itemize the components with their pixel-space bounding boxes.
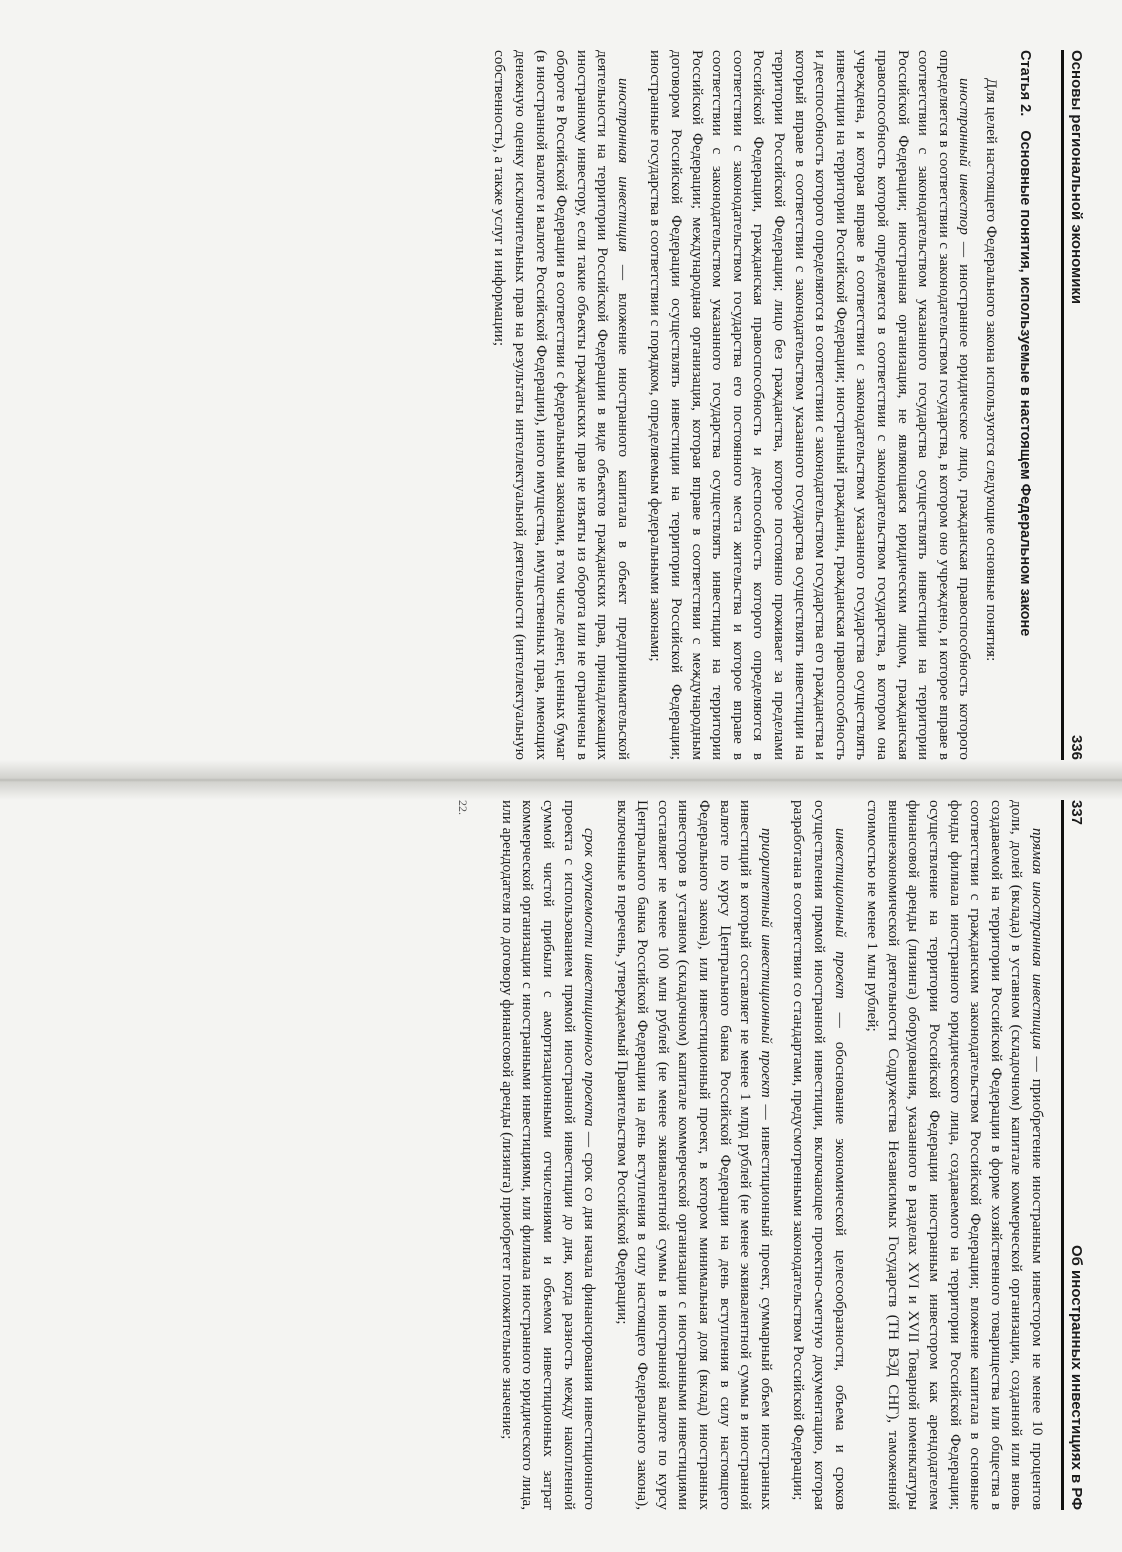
paragraph-text: — срок со дня начала финансирования инвестиционного проекта с использованием прямой иностранной инвестиции до дня, когда разность между накопленной суммой чистой прибыли с амортизационными отчислениями и объемом инвестиционных затрат коммерческой организации с иностранными инвестициями, или филиала иностранного юридического лица, или арендодателя по договору финансовой аренды (лизинга) приобретет положительное значение; xyxy=(498,800,599,1511)
page-336 xyxy=(90,40,1090,770)
defined-term: инвестиционный проект xyxy=(831,828,849,999)
article-number: Статья 2. xyxy=(1017,50,1033,117)
article-heading xyxy=(1015,50,1035,760)
defined-term: срок окупаемости инвестиционного проекта xyxy=(581,828,599,1127)
defined-term: иностранная инвестиция xyxy=(614,78,632,253)
paragraph-text: — вложение иностранного капитала в объект предпринимательской деятельности на территории Российской Федерации в виде объектов гражданских прав, принадлежащих иностранному инвестору, если такие объекты гражданских прав не изъяты из оборота или не ограничены в обороте в Российской Федерации в соответствии с федеральными законами, в том числе денег, ценных бумаг (в иностранной валюте и валюте Российской Федерации), иного имущества, имущественных прав, имеющих денежную оценку исключительных прав на результаты интеллектуальной деятельности (интеллектуальную собственность), а также услуг и информации; xyxy=(491,50,632,761)
running-head xyxy=(1061,50,1090,760)
paragraph-payback-period xyxy=(496,800,599,1510)
running-head-title: Основы региональной экономики xyxy=(1068,50,1085,305)
paragraph-text: Для целей настоящего Федерального закона используются следующие основные понятия: xyxy=(983,78,1000,662)
paragraph-investment-project xyxy=(788,800,850,1510)
page-number: 337 xyxy=(1068,800,1085,826)
defined-term: прямая иностранная инвестиция xyxy=(1029,828,1046,1050)
paragraph-foreign-investor xyxy=(645,50,975,760)
defined-term: иностранный инвестор xyxy=(956,78,974,235)
paragraph-foreign-investment xyxy=(489,50,633,760)
paragraph-text: — обоснование экономической целесообразности, объема и сроков осуществления прямой иностранной инвестиции, включающее проектно-сметную документацию, которая разработана в соответствии со стандартами, предусмотренными законодательством Российской Федерации; xyxy=(790,800,849,1511)
paragraph-intro xyxy=(980,50,1001,760)
running-head xyxy=(1061,800,1090,1510)
running-head-title: Об иностранных инвестициях в РФ xyxy=(1068,1244,1085,1510)
signature-mark: 22. xyxy=(456,800,471,815)
paragraph-text: — инвестиционный проект, суммарный объем иностранных инвестиций в который составляет не менее 1 млрд рублей (не менее эквивалентной суммы в иностранной валюте по курсу Центрального банка Российской Федерации на день вступления в силу настоящего Федерального закона), или инвестиционный проект, в котором минимальная доля (вклад) иностранных инвесторов в уставном (складочном) капитале коммерческой организации с иностранными инвестициями составляет не менее 100 млн рублей (не менее эквивалентной суммы в иностранной валюте по курсу Центрального банка Российской Федерации на день вступления в силу настоящего Федерального закона), включенные в перечень, утверждаемый Правительством Российской Федерации; xyxy=(613,800,775,1510)
page-337 xyxy=(70,790,1090,1520)
article-title: Основные понятия, используемые в настоящем Федеральном законе xyxy=(1017,130,1033,637)
paragraph-direct-investment xyxy=(862,800,1047,1510)
defined-term: приоритетный инвестиционный проект xyxy=(757,828,775,1098)
paragraph-text: — иностранное юридическое лицо, гражданская правоспособность которого определяется в соответствии с законодательством государства, в котором оно учреждено, и которое вправе в соответствии с законодательством указанного государства осуществлять инвестиции на территории Российской Федерации; иностранная организация, не являющаяся юридическим лицом, гражданская правоспособность которой определяется в соответствии с законодательством государства, в котором она учреждена, и которая вправе в соответствии с законодательством указанного государства осуществлять инвестиции на территории Российской Федерации; иностранный гражданин, гражданская правоспособность и дееспособность которого определяются в соответствии с законодательством государства его гражданства и который вправе в соответствии с законодательством указанного государства осуществлять инвестиции на территории Российской Федерации; лицо без гражданства, которое постоянно проживает за пределами Российской Федерации, гражданская правоспособность и дееспособность которого определяются в соответствии с законодательством государства его постоянного места жительства и которое вправе в соответствии с законодательством указанного государства осуществлять инвестиции на территории Российской Федерации; международная организация, которая вправе в соответствии с международным договором Российской Федерации осуществлять инвестиции на территории Российской Федерации; иностранные государства в соответствии с порядком, определяемым федеральными законами; xyxy=(647,50,974,760)
page-number: 336 xyxy=(1068,734,1085,760)
paragraph-priority-project xyxy=(611,800,776,1510)
paragraph-text: — приобретение иностранным инвестором не менее 10 процентов доли, долей (вклада) в уставном (складочном) капитале коммерческой организации, созданной или вновь создаваемой на территории Российской Федерации в форме хозяйственного товарищества или общества в соответствии с гражданским законодательством Российской Федерации; вложение капитала в основные фонды филиала иностранного юридического лица, создаваемого на территории Российской Федерации; осуществление на территории Российской Федерации иностранным инвестором как арендодателем финансовой аренды (лизинга) оборудования, указанного в разделах XVI и XVII Товарной номенклатуры внешнеэкономической деятельности Содружества Независимых Государств (ТН ВЭД СНГ), таможенной стоимостью не менее 1 млн рублей; xyxy=(864,800,1046,1510)
